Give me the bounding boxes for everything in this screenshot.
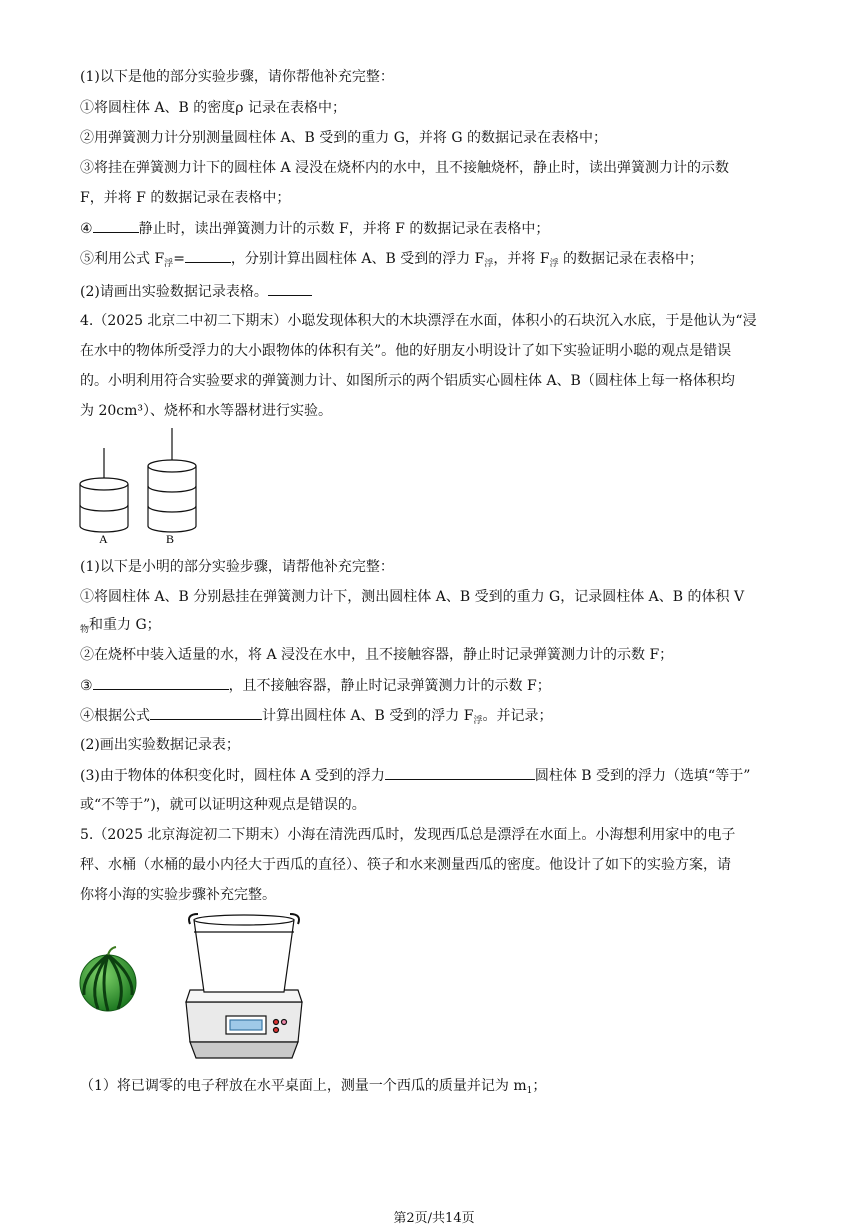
scale-button-3	[274, 1028, 279, 1033]
blank-formula	[185, 248, 231, 263]
cylinder-a-body	[80, 484, 128, 532]
blank-table	[268, 281, 312, 296]
bucket-rim	[194, 915, 294, 925]
scale-button-2	[282, 1020, 287, 1025]
cylinder-b-label: B	[166, 532, 175, 546]
q4-part2: (2)画出实验数据记录表；	[80, 737, 240, 753]
q5-line1: 5.（2025 北京海淀初二下期末）小海在清洗西瓜时，发现西瓜总是漂浮在水面上。小海想利用家中的电子	[80, 827, 736, 843]
cylinder-a-top	[80, 478, 128, 490]
blank-formula-q4	[150, 705, 262, 720]
q3-step1: ①将圆柱体 A、B 的密度ρ 记录在表格中；	[80, 100, 346, 116]
q3-step4: ④ 静止时，读出弹簧测力计的示数 F，并将 F 的数据记录在表格中；	[80, 218, 549, 239]
q4-line2: 在水中的物体所受浮力的大小跟物体的体积有关”。他的好朋友小明设计了如下实验证明小聪的观点是错误	[80, 343, 732, 359]
q4-step2: ②在烧杯中装入适量的水，将 A 浸没在水中，且不接触容器，静止时记录弹簧测力计的示数 F；	[80, 647, 674, 663]
q5-step1: （1）将已调零的电子秤放在水平桌面上，测量一个西瓜的质量并记为 $m_1$；	[80, 1078, 547, 1096]
q4-line3: 的。小明利用符合实验要求的弹簧测力计、如图所示的两个铝质实心圆柱体 A、B（圆柱体上每一格体积均	[80, 373, 735, 389]
bucket-scale-figure	[180, 912, 308, 1064]
blank-compare	[385, 765, 535, 780]
q5-line2: 秤、水桶（水桶的最小内径大于西瓜的直径）、筷子和水来测量西瓜的密度。他设计了如下的实验方案，请	[80, 857, 731, 873]
q4-step1-line2: $_物$和重力 G；	[80, 617, 161, 635]
q4-part3-line1: (3)由于物体的体积变化时，圆柱体 A 受到的浮力 圆柱体 B 受到的浮力（选填“等于”	[80, 765, 750, 786]
q4-part3-line2: 或“不等于”)，就可以证明这种观点是错误的。	[80, 797, 366, 813]
blank-step4	[93, 218, 139, 233]
blank-step3	[93, 675, 229, 690]
cylinder-a-label: A	[99, 532, 108, 546]
q4-step4: ④根据公式 计算出圆柱体 A、B 受到的浮力 $F_浮$。并记录；	[80, 705, 552, 731]
q3-step2: ②用弹簧测力计分别测量圆柱体 A、B 受到的重力 G，并将 G 的数据记录在表格中；	[80, 130, 608, 146]
q4-line4: 为 20cm³）、烧杯和水等器材进行实验。	[80, 403, 332, 419]
cylinder-b-top	[148, 460, 196, 472]
q3-step5: ⑤利用公式 $F_浮=$ ，分别计算出圆柱体 A、B 受到的浮力 $F_浮$，并将 $F_浮$ 的数据记录在表格中；	[80, 248, 703, 274]
q3-step3-line1: ③将挂在弹簧测力计下的圆柱体 A 浸没在烧杯内的水中，且不接触烧杯，静止时，读出弹簧测力计的示数	[80, 160, 730, 176]
q3-step3-line2: F，并将 F 的数据记录在表格中；	[80, 190, 291, 206]
scale-button-1	[274, 1020, 279, 1025]
scale-base	[190, 1042, 298, 1058]
cylinders-figure	[76, 426, 206, 546]
q3-part1-intro: (1)以下是他的部分实验步骤，请你帮他补充完整：	[80, 69, 394, 85]
q5-line3: 你将小海的实验步骤补充完整。	[80, 887, 276, 903]
cylinder-b-body	[148, 466, 196, 532]
scale-screen	[230, 1020, 262, 1030]
q3-part2: (2)请画出实验数据记录表格。	[80, 281, 312, 302]
watermelon-icon	[78, 945, 140, 1015]
q4-part1-intro: (1)以下是小明的部分实验步骤，请帮他补充完整：	[80, 559, 394, 575]
q4-step1-line1: ①将圆柱体 A、B 分别悬挂在弹簧测力计下，测出圆柱体 A、B 受到的重力 G，记录圆柱体 A、B 的体积 V	[80, 589, 745, 605]
bucket-body	[194, 920, 294, 992]
q4-step3: ③ ，且不接触容器，静止时记录弹簧测力计的示数 F；	[80, 675, 551, 696]
q4-line1: 4.（2025 北京二中初二下期末）小聪发现体积大的木块漂浮在水面，体积小的石块沉入水底，于是他认为“浸	[80, 313, 757, 329]
page-footer: 第2页/共14页	[393, 1211, 475, 1226]
